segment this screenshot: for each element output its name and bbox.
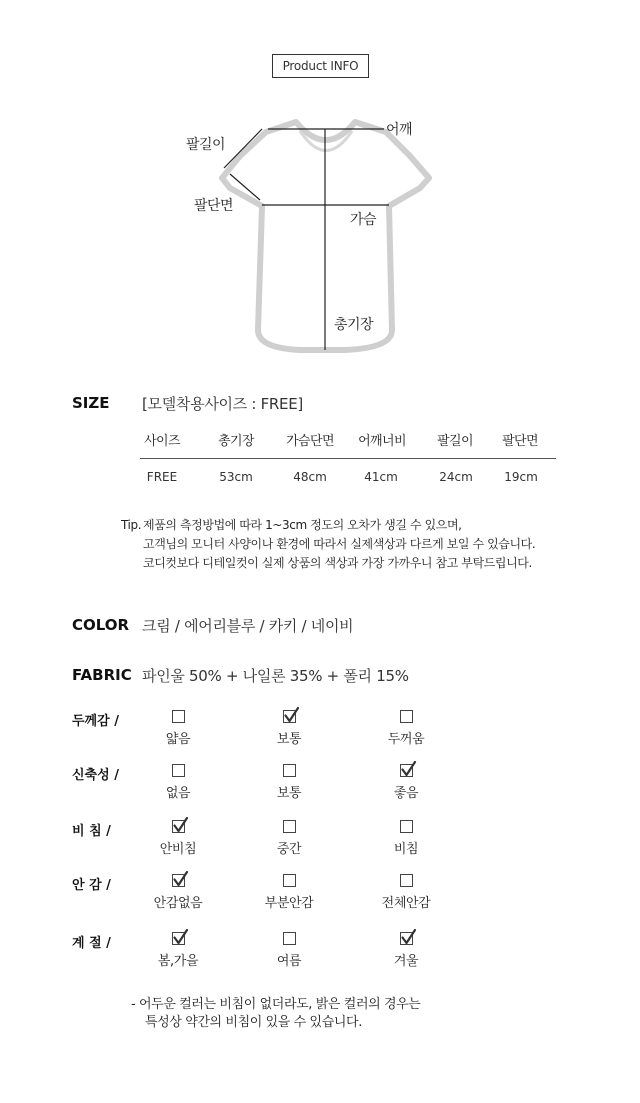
size-col-header: 어깨너비: [358, 434, 406, 449]
checkbox[interactable]: [283, 874, 296, 887]
size-cell: 41cm: [364, 470, 398, 484]
option-label: 두꺼움: [387, 732, 425, 747]
factor-label-elasticity: 신축성 /: [72, 768, 119, 783]
color-value: 크림 / 에어리블루 / 카키 / 네이비: [142, 617, 354, 635]
checkbox[interactable]: [283, 710, 296, 723]
option-label: 여름: [276, 954, 302, 969]
option-label: 안감없음: [153, 896, 203, 911]
checkbox[interactable]: [400, 820, 413, 833]
factor-label-season: 계 절 /: [72, 936, 111, 951]
option-label: 보통: [276, 732, 302, 747]
option-no-lining[interactable]: [138, 874, 218, 911]
check-icon: [172, 816, 189, 834]
size-cell: 24cm: [439, 470, 473, 484]
size-col-header: 총기장: [218, 434, 254, 449]
fabric-value: 파인울 50% + 나일론 35% + 폴리 15%: [142, 667, 409, 685]
option-label: 안비침: [159, 842, 197, 857]
option-partial-lining[interactable]: [249, 874, 329, 911]
checkbox[interactable]: [172, 710, 185, 723]
option-sheer[interactable]: [366, 820, 446, 857]
option-opaque[interactable]: [138, 820, 218, 857]
size-cell: FREE: [146, 470, 178, 484]
option-label: 좋음: [393, 786, 419, 801]
checkbox[interactable]: [400, 764, 413, 777]
tip-line: 고객님의 모니터 사양이나 환경에 따라서 실제색상과 다르게 보일 수 있습니다.: [143, 537, 536, 551]
size-col-header: 가슴단면: [286, 434, 334, 449]
option-label: 봄,가을: [157, 954, 199, 969]
measurement-diagram: [0, 0, 640, 380]
tshirt-outline: [0, 0, 640, 380]
option-normal[interactable]: [249, 764, 329, 801]
tip-line: 코디컷보다 디테일컷이 실제 상품의 색상과 가장 가까우니 참고 부탁드립니다.: [143, 556, 532, 570]
option-winter[interactable]: [366, 932, 446, 969]
checkbox[interactable]: [400, 710, 413, 723]
model-size-note: [모델착용사이즈 : FREE]: [142, 395, 303, 413]
label-cuff-width: 팔단면: [194, 198, 234, 214]
size-heading: SIZE: [72, 394, 110, 412]
option-thick[interactable]: [366, 710, 446, 747]
label-total-length: 총기장: [334, 317, 374, 333]
checkbox[interactable]: [400, 932, 413, 945]
option-good[interactable]: [366, 764, 446, 801]
size-col-header: 사이즈: [144, 434, 180, 449]
checkbox[interactable]: [172, 820, 185, 833]
label-chest: 가슴: [350, 212, 377, 228]
option-label: 비침: [393, 842, 419, 857]
factor-label-thickness: 두께감 /: [72, 714, 119, 729]
size-cell: 48cm: [293, 470, 327, 484]
size-col-header: 팔단면: [502, 434, 538, 449]
option-label: 보통: [276, 786, 302, 801]
tip-line: 제품의 측정방법에 따라 1~3cm 정도의 오차가 생길 수 있으며,: [143, 518, 462, 532]
option-full-lining[interactable]: [366, 874, 446, 911]
fabric-heading: FABRIC: [72, 666, 132, 684]
checkbox[interactable]: [400, 874, 413, 887]
option-label: 전체안감: [381, 896, 431, 911]
product-info-title: Product INFO: [272, 54, 369, 78]
option-label: 없음: [165, 786, 191, 801]
option-medium[interactable]: [249, 820, 329, 857]
option-none[interactable]: [138, 764, 218, 801]
check-icon: [172, 928, 189, 946]
note-line: - 어두운 컬러는 비침이 없더라도, 밝은 컬러의 경우는: [131, 997, 421, 1012]
factor-label-sheerness: 비 침 /: [72, 824, 111, 839]
size-col-header: 팔길이: [437, 434, 473, 449]
check-icon: [400, 760, 417, 778]
sheerness-note: [131, 996, 420, 1032]
color-heading: COLOR: [72, 616, 130, 634]
check-icon: [400, 928, 417, 946]
tip-text: [143, 516, 623, 573]
option-label: 겨울: [393, 954, 419, 969]
tip-prefix: Tip.: [121, 518, 142, 532]
checkbox[interactable]: [172, 932, 185, 945]
option-label: 중간: [276, 842, 302, 857]
label-shoulder: 어깨: [386, 122, 413, 138]
check-icon: [283, 706, 300, 724]
note-line: 특성상 약간의 비침이 있을 수 있습니다.: [145, 1015, 362, 1030]
option-label: 얇음: [165, 732, 191, 747]
size-cell: 53cm: [219, 470, 253, 484]
label-sleeve-length: 팔길이: [186, 137, 226, 153]
check-icon: [172, 870, 189, 888]
option-normal[interactable]: [249, 710, 329, 747]
sleeve-line: [224, 129, 262, 168]
option-spring-fall[interactable]: [138, 932, 218, 969]
checkbox[interactable]: [283, 764, 296, 777]
checkbox[interactable]: [172, 874, 185, 887]
size-cell: 19cm: [504, 470, 538, 484]
checkbox[interactable]: [283, 932, 296, 945]
checkbox[interactable]: [172, 764, 185, 777]
factor-label-lining: 안 감 /: [72, 878, 111, 893]
option-thin[interactable]: [138, 710, 218, 747]
checkbox[interactable]: [283, 820, 296, 833]
size-table-divider: [140, 458, 556, 459]
option-summer[interactable]: [249, 932, 329, 969]
option-label: 부분안감: [264, 896, 314, 911]
